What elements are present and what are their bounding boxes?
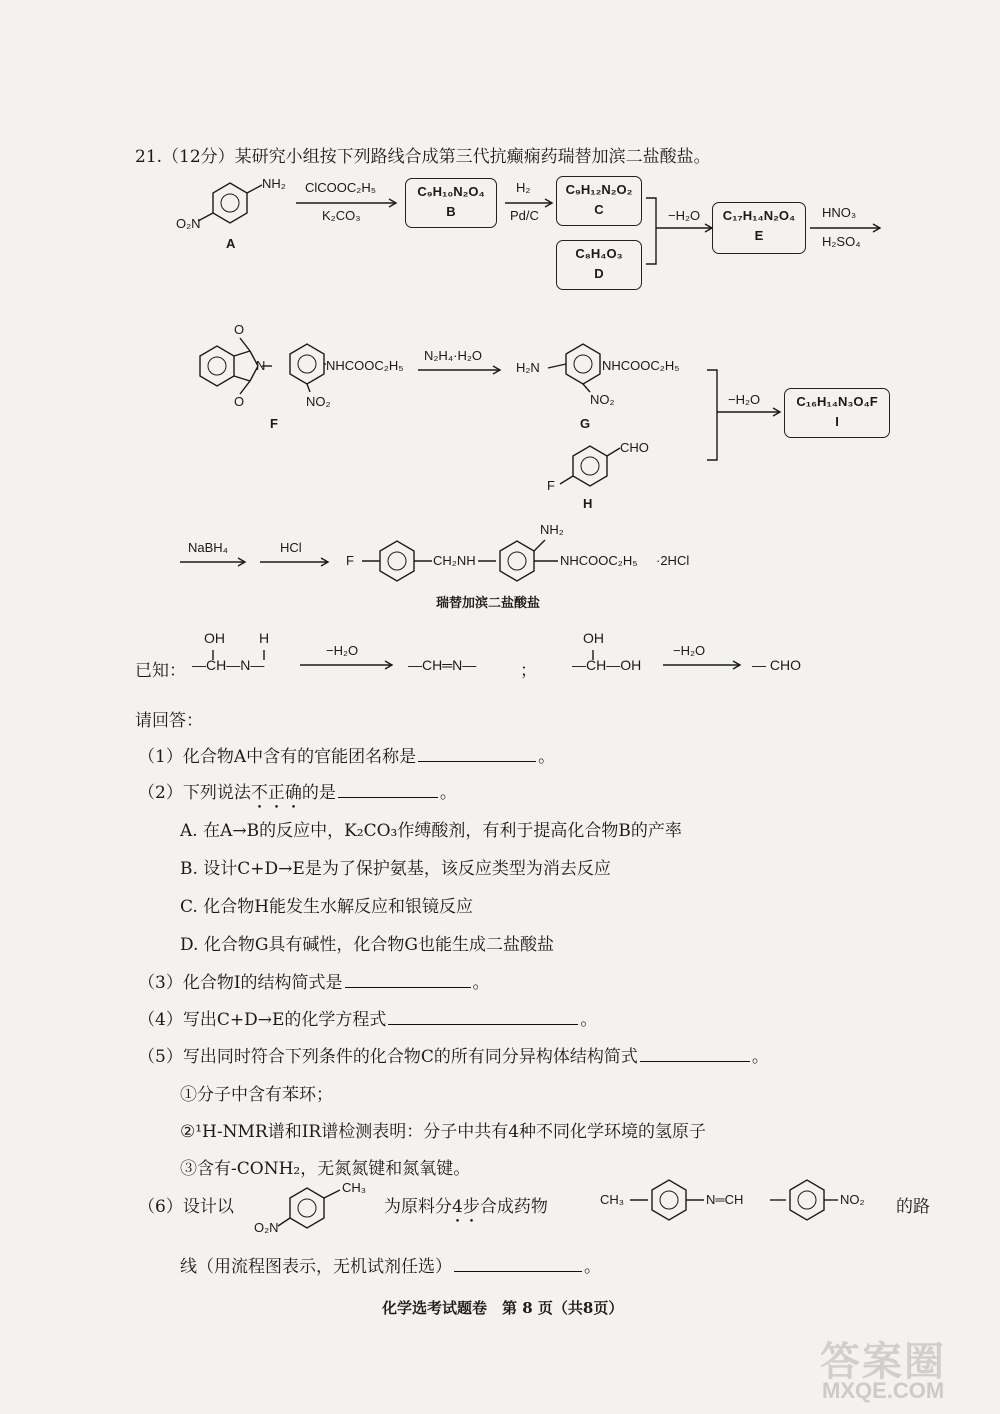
product-group: NHCOOC₂H₅ [560, 553, 638, 568]
option-B: B. 设计C+D→E是为了保护氨基，该反应类型为消去反应 [180, 859, 611, 879]
known-right-1: —CH═N— [408, 657, 477, 673]
product-f: F [346, 553, 354, 568]
benzene-ring-q6-target-1 [652, 1180, 686, 1220]
I-label: I [835, 414, 839, 429]
compound-I-box [784, 388, 890, 438]
reagent-clcooc2h5: ClCOOC₂H₅ [305, 180, 376, 195]
answer-blank-6[interactable] [454, 1270, 582, 1272]
G-h2n: H₂N [516, 360, 540, 375]
compound-D-box [556, 240, 642, 290]
known-left-1: —CH—N— [192, 657, 265, 673]
condition-3: ③含有-CONH₂，无氮氮键和氮氧键。 [180, 1159, 471, 1179]
reagent-hno3: HNO₃ [822, 205, 857, 220]
answer-prompt: 请回答： [135, 711, 203, 731]
C-formula: C₉H₁₂N₂O₂ [565, 182, 633, 197]
question-1-text: （1）化合物A中含有的官能团名称是 [138, 747, 417, 767]
F-n: N [256, 358, 266, 373]
F-o-bottom: O [234, 394, 245, 409]
I-formula: C₁₆H₁₄N₃O₄F [796, 394, 878, 409]
H-cho: CHO [620, 440, 649, 455]
known-oh-1: OH [204, 630, 225, 646]
F-o-top: O [234, 322, 245, 337]
D-formula: C₈H₄O₃ [575, 246, 623, 261]
emphasis-not-correct: 不正确 [250, 783, 302, 803]
reagent-minus-h2o-2: −H₂O [728, 392, 761, 407]
option-A: A. 在A→B的反应中，K₂CO₃作缚酸剂，有利于提高化合物B的产率 [180, 821, 682, 841]
known-left-2: —CH—OH [572, 657, 642, 673]
option-D: D. 化合物G具有碱性，化合物G也能生成二盐酸盐 [180, 935, 554, 955]
benzene-ring-q6-target-2 [790, 1180, 824, 1220]
q6-sm-ch3: CH₃ [342, 1180, 367, 1195]
question-3: （3）化合物I的结构简式是 。 [138, 973, 490, 993]
emphasis-four-steps: 4步 [452, 1197, 480, 1217]
answer-blank-4[interactable] [388, 1023, 578, 1025]
phthalimide-benzo-ring [200, 346, 234, 386]
benzene-ring-q6-sm [290, 1188, 324, 1228]
D-label: D [594, 266, 604, 281]
product-nh2: NH₂ [540, 522, 564, 537]
E-label: E [754, 228, 764, 243]
G-no2: NO₂ [590, 392, 615, 407]
answer-blank-1[interactable] [418, 760, 536, 762]
q6-target-no2: NO₂ [840, 1192, 865, 1207]
question-6-start: （6）设计以 [138, 1197, 234, 1217]
benzene-ring-product-2 [500, 541, 534, 581]
condition-1: ①分子中含有苯环； [180, 1085, 333, 1105]
question-1: （1）化合物A中含有的官能团名称是 。 [138, 747, 556, 767]
benzene-ring-H [573, 446, 607, 486]
answer-blank-5[interactable] [640, 1060, 750, 1062]
known-sep: ； [520, 661, 537, 681]
page-footer: 化学选考试题卷 第 8 页（共8页） [382, 1299, 624, 1317]
reagent-hydrazine: N₂H₄·H₂O [424, 348, 483, 363]
A-label: A [226, 236, 236, 251]
benzene-ring-F [290, 344, 324, 384]
H-f: F [547, 478, 555, 493]
watermark-url: MXQE.COM [822, 1378, 945, 1403]
condition-2: ②¹H-NMR谱和IR谱检测表明：分子中共有4种不同化学环境的氢原子 [180, 1122, 707, 1142]
reagent-nabh4: NaBH₄ [188, 540, 228, 555]
F-no2: NO₂ [306, 394, 331, 409]
H-label: H [583, 496, 593, 511]
known-label: 已知： [135, 661, 186, 681]
q6-sm-no2: O₂N [254, 1220, 279, 1235]
C-label: C [594, 202, 604, 217]
question-6-line2: 线（用流程图表示，无机试剂任选） 。 [180, 1257, 601, 1277]
known-right-2: — CHO [752, 657, 801, 673]
known-oh-2: OH [583, 630, 604, 646]
reagent-h2so4: H₂SO₄ [822, 234, 861, 249]
question-intro: 21.（12分）某研究小组按下列路线合成第三代抗癫痫药瑞替加滨二盐酸盐。 [135, 147, 711, 167]
G-group: NHCOOC₂H₅ [602, 358, 680, 373]
question-4: （4）写出C+D→E的化学方程式 。 [138, 1010, 598, 1030]
benzene-ring-A [213, 183, 247, 223]
question-2: （2）下列说法不正确的是 。 [138, 783, 457, 803]
E-formula: C₁₇H₁₄N₂O₄ [722, 208, 796, 223]
benzene-ring-product-1 [380, 541, 414, 581]
compound-C-box [556, 176, 642, 226]
product-salt: ·2HCl [656, 553, 690, 568]
q6-target-link: N═CH [706, 1192, 744, 1207]
question-5: （5）写出同时符合下列条件的化合物C的所有同分异构体结构简式 。 [138, 1047, 769, 1067]
reagent-h2: H₂ [516, 180, 531, 195]
product-link: CH₂NH [433, 553, 476, 568]
reagent-hcl: HCl [280, 540, 302, 555]
F-label: F [270, 416, 278, 431]
B-formula: C₉H₁₀N₂O₄ [417, 184, 485, 199]
known-h-1: H [259, 630, 270, 646]
q6-target-ch3: CH₃ [600, 1192, 625, 1207]
answer-blank-2[interactable] [338, 796, 438, 798]
A-no2: O₂N [176, 216, 201, 231]
compound-B-box [405, 178, 497, 228]
benzene-ring-G [566, 344, 600, 384]
B-label: B [446, 204, 456, 219]
question-6-end: 的路 [896, 1197, 930, 1217]
F-group: NHCOOC₂H₅ [326, 358, 404, 373]
known-cond-2: −H₂O [673, 643, 706, 658]
reagent-k2co3: K₂CO₃ [322, 208, 361, 223]
watermark-logo: 答案圈 [820, 1338, 946, 1385]
G-label: G [580, 416, 591, 431]
product-name: 瑞替加滨二盐酸盐 [436, 596, 541, 611]
reagent-minus-h2o-1: −H₂O [668, 208, 701, 223]
A-nh2: NH₂ [262, 176, 286, 191]
option-C: C. 化合物H能发生水解反应和银镜反应 [180, 897, 474, 917]
answer-blank-3[interactable] [345, 986, 471, 988]
compound-E-box [712, 202, 806, 254]
question-6-mid: 为原料分4步合成药物 [384, 1197, 548, 1217]
known-cond-1: −H₂O [326, 643, 359, 658]
reagent-pdc: Pd/C [510, 208, 539, 223]
